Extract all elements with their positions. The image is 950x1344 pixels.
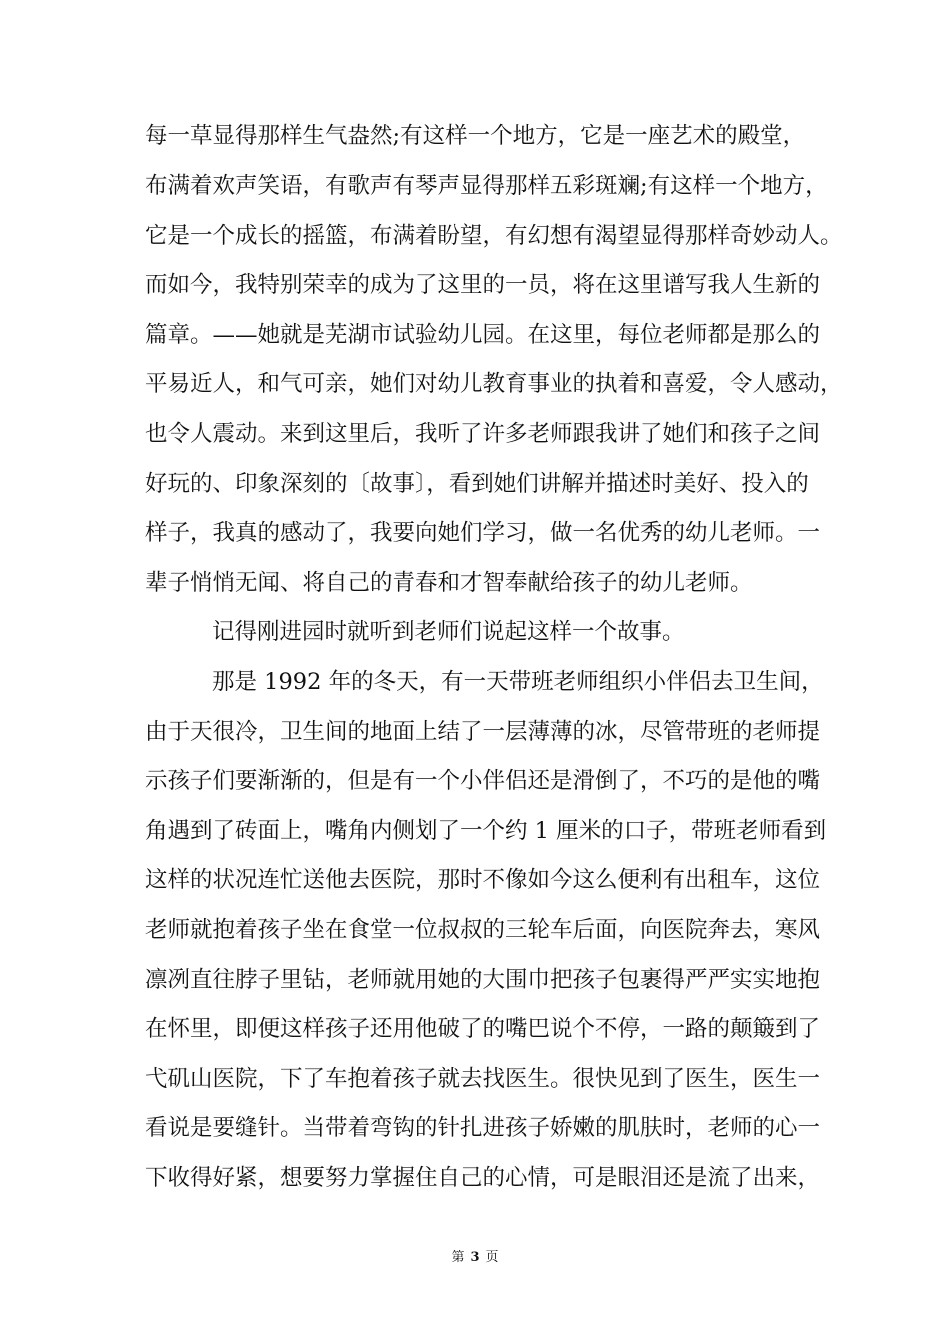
paragraph-line: 平易近人，和气可亲，她们对幼儿教育事业的执着和喜爱，令人感动，: [145, 371, 843, 397]
page-number-suffix: 页: [485, 1250, 499, 1265]
paragraph-line: 这样的状况连忙送他去医院，那时不像如今这么便利有出租车，这位: [145, 867, 821, 893]
page-number-prefix: 第: [451, 1250, 465, 1265]
paragraph-line: 由于天很冷，卫生间的地面上结了一层薄薄的冰，尽管带班的老师提: [145, 719, 821, 745]
paragraph-line: 看说是要缝针。当带着弯钩的针扎进孩子娇嫩的肌肤时，老师的心一: [145, 1115, 821, 1141]
paragraph-line: 在怀里，即便这样孩子还用他破了的嘴巴说个不停，一路的颠簸到了: [145, 1016, 821, 1042]
page-footer: [0, 1250, 950, 1266]
paragraph-line: 弋矶山医院，下了车抱着孩子就去找医生。很快见到了医生，医生一: [145, 1066, 821, 1092]
paragraph-line: 它是一个成长的摇篮，布满着盼望，有幻想有渴望显得那样奇妙动人。: [145, 223, 843, 249]
paragraph-line: 角遇到了砖面上，嘴角内侧划了一个约 1 厘米的口子，带班老师看到: [145, 818, 827, 844]
paragraph-line: 篇章。——她就是芜湖市试验幼儿园。在这里，每位老师都是那么的: [145, 322, 821, 348]
paragraph-line-indented: 记得刚进园时就听到老师们说起这样一个故事。: [212, 619, 685, 645]
paragraph-line-indented: 那是 1992 年的冬天，有一天带班老师组织小伴侣去卫生间，: [212, 669, 824, 695]
paragraph-line: 示孩子们要渐渐的，但是有一个小伴侣还是滑倒了，不巧的是他的嘴: [145, 768, 821, 794]
paragraph-line: 样子，我真的感动了，我要向她们学习，做一名优秀的幼儿老师。一: [145, 520, 821, 546]
paragraph-line: 好玩的、印象深刻的〔故事〕，看到她们讲解并描述时美好、投入的: [145, 471, 809, 497]
paragraph-line: 布满着欢声笑语，有歌声有琴声显得那样五彩斑斓;有这样一个地方，: [145, 173, 828, 199]
paragraph-line: 每一草显得那样生气盎然;有这样一个地方，它是一座艺术的殿堂，: [145, 123, 806, 149]
page-number: 3: [470, 1250, 480, 1265]
paragraph-line: 也令人震动。来到这里后，我听了许多老师跟我讲了她们和孩子之间: [145, 421, 821, 447]
paragraph-line: 凛冽直往脖子里钻，老师就用她的大围巾把孩子包裹得严严实实地抱: [145, 967, 821, 993]
paragraph-line: 辈子悄悄无闻、将自己的青春和才智奉献给孩子的幼儿老师。: [145, 570, 753, 596]
paragraph-line: 下收得好紧，想要努力掌握住自己的心情，可是眼泪还是流了出来，: [145, 1165, 821, 1191]
paragraph-line: 而如今，我特别荣幸的成为了这里的一员，将在这里谱写我人生新的: [145, 272, 821, 298]
paragraph-line: 老师就抱着孩子坐在食堂一位叔叔的三轮车后面，向医院奔去，寒风: [145, 917, 821, 943]
